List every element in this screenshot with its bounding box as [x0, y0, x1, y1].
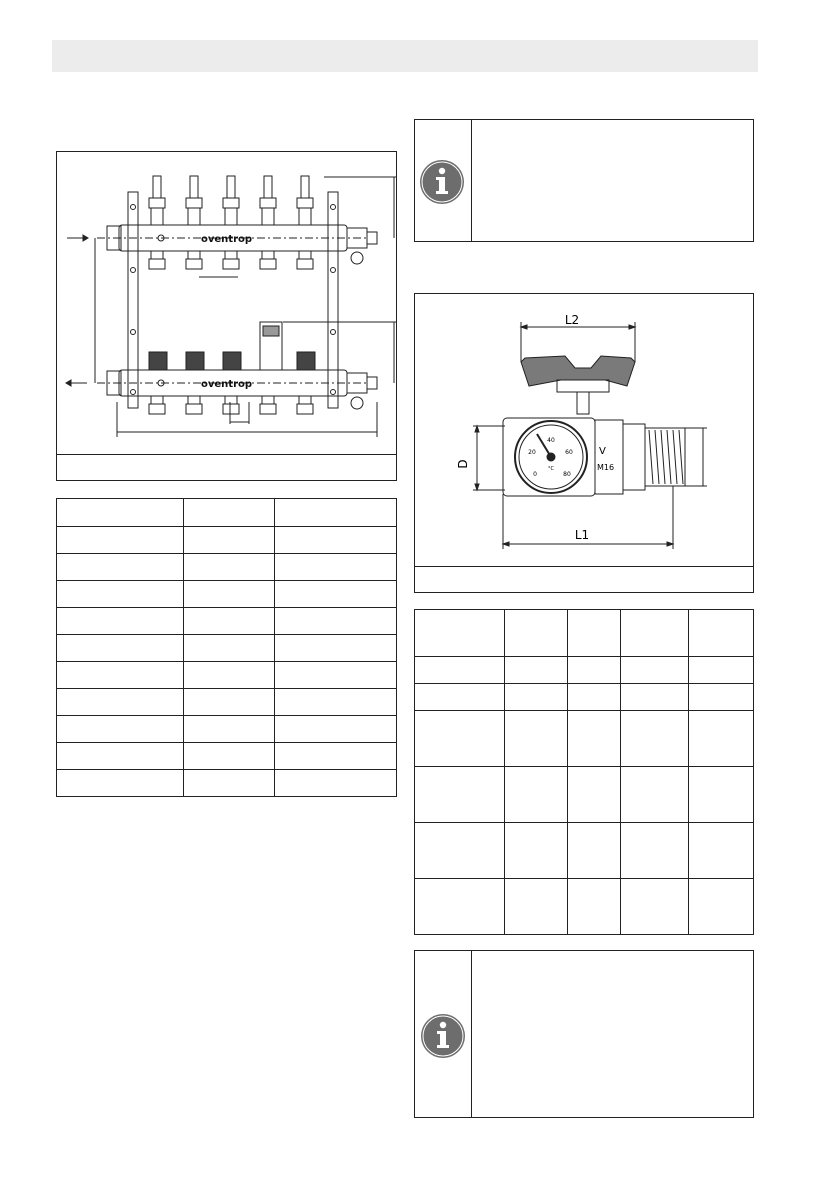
manifold-brand-top: oventrop	[201, 234, 253, 245]
ball-valve-dimension-table	[414, 609, 754, 935]
page-header-bar	[52, 40, 758, 72]
table-row	[57, 499, 397, 527]
info-box-top	[414, 119, 754, 242]
table-row	[57, 635, 397, 662]
table-row	[57, 689, 397, 716]
table-row	[57, 743, 397, 770]
table-row	[57, 527, 397, 554]
table-row	[415, 879, 754, 935]
info-icon-column	[415, 951, 472, 1117]
gauge-tick-80: 80	[563, 471, 571, 478]
table-row	[57, 581, 397, 608]
table-row	[57, 554, 397, 581]
gauge-unit-label: °C	[548, 466, 554, 472]
table-row	[415, 610, 754, 657]
table-row	[57, 608, 397, 635]
table-row	[57, 716, 397, 743]
table-row	[415, 823, 754, 879]
info-icon	[415, 120, 471, 241]
table-row	[415, 767, 754, 823]
ball-valve-figure	[414, 293, 754, 593]
valve-marking-v: V	[599, 446, 606, 457]
table-row	[57, 662, 397, 689]
info-icon-column	[415, 120, 472, 241]
manifold-drawing	[57, 152, 396, 454]
manifold-brand-bottom: oventrop	[201, 379, 253, 390]
manifold-dimension-table	[56, 498, 397, 797]
ball-valve-drawing	[415, 294, 753, 566]
gauge-tick-0: 0	[533, 471, 537, 478]
dimension-d-label: D	[456, 459, 470, 469]
gauge-tick-20: 20	[528, 449, 536, 456]
table-row	[57, 770, 397, 797]
info-icon	[415, 951, 471, 1117]
manifold-figure	[56, 151, 397, 481]
ball-valve-figure-caption	[415, 566, 753, 593]
table-row	[415, 657, 754, 684]
dimension-l2-label: L2	[564, 313, 580, 327]
valve-marking-m16: M16	[597, 463, 615, 472]
dimension-l1-label: L1	[574, 528, 590, 542]
manifold-figure-caption	[57, 454, 396, 481]
gauge-tick-60: 60	[565, 449, 573, 456]
info-box-bottom	[414, 950, 754, 1118]
table-row	[415, 711, 754, 767]
gauge-tick-40: 40	[547, 437, 555, 444]
table-row	[415, 684, 754, 711]
